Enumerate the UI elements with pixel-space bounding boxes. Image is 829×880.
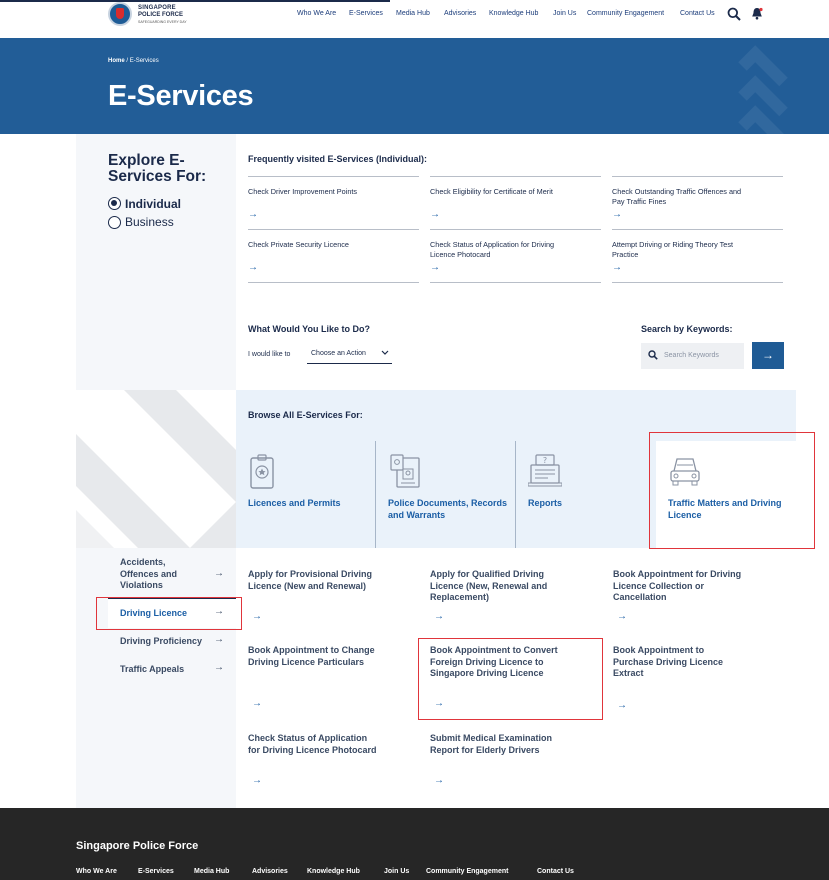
search-icon [648,350,658,360]
subnav-accidents[interactable]: Accidents, Offences and Violations [120,557,178,590]
subnav-traffic-appeals[interactable]: Traffic Appeals [120,664,185,674]
service-label: Check Status of Application for Driving Licence Photocard [248,733,377,755]
page-title: E-Services [108,80,254,112]
quick-link[interactable] [248,176,419,229]
breadcrumb-separator: / [126,58,129,64]
service-label: Submit Medical Examination Report for Elderly Drivers [430,733,553,755]
quick-link-label: Check Eligibility for Certificate of Merit [430,187,553,196]
arrow-right-icon: → [252,698,262,709]
quick-link[interactable] [430,176,601,229]
breadcrumb-current: E-Services [129,58,159,64]
nav-advisories[interactable]: Advisories [444,10,477,17]
service-label: Book Appointment to Purchase Driving Licence Extract [613,645,724,678]
highlight-box [649,432,815,549]
service-link[interactable] [248,733,378,786]
search-keywords-input[interactable] [641,343,744,369]
subnav-driving-proficiency[interactable]: Driving Proficiency [120,636,203,646]
quick-link-label: Check Status of Application for Driving Licence Photocard [430,240,555,259]
breadcrumb [108,58,159,64]
service-link[interactable] [248,569,378,622]
quick-link-label: Attempt Driving or Riding Theory Test Practice [612,240,733,259]
chevron-down-icon [381,350,389,356]
arrow-right-icon: → [248,209,258,220]
radio-business[interactable] [108,216,121,229]
arrow-right-icon: → [434,775,444,786]
explore-title: Explore E-Services For: [108,152,207,185]
action-title: What Would You Like to Do? [248,324,370,334]
logo-tagline: SAFEGUARDING EVERY DAY [138,20,187,24]
category-reports[interactable] [516,441,656,548]
category-police-documents[interactable] [376,441,516,548]
category-label: Police Documents, Records and Warrants [388,498,508,520]
quick-link[interactable] [248,229,419,282]
radio-individual[interactable] [108,197,121,210]
service-label: Book Appointment to Convert Foreign Driving Licence to Singapore Driving Licence [430,645,558,678]
logo-line-2: POLICE FORCE [138,12,184,18]
frequent-services-title: Frequently visited E-Services (Individual): [248,154,428,164]
action-select-value: Choose an Action [311,350,366,357]
nav-community-engagement[interactable]: Community Engagement [587,10,665,17]
divider [612,282,783,283]
search-submit-button[interactable]: → [752,342,784,369]
hero-banner [0,38,829,134]
header-top-rule [0,0,390,2]
decorative-chevrons [76,390,236,548]
arrow-right-icon: → [617,611,627,622]
footer-link-advisories[interactable]: Advisories [252,868,288,875]
chevron-decoration-icon [76,390,236,548]
subnav-driving-licence[interactable]: Driving Licence [120,608,188,618]
action-select[interactable] [307,345,392,364]
footer-link-who-we-are[interactable]: Who We Are [76,868,117,875]
service-label: Apply for Provisional Driving Licence (New and Renewal) [248,569,373,591]
arrow-right-icon: → [434,698,444,709]
arrow-right-icon: → [252,775,262,786]
quick-link-label: Check Driver Improvement Points [248,187,358,196]
quick-link[interactable] [612,229,783,282]
radio-individual-label[interactable]: Individual [125,197,182,211]
footer-link-knowledge-hub[interactable]: Knowledge Hub [307,868,360,875]
service-link[interactable] [248,645,378,709]
report-computer-icon [528,453,562,489]
category-licences-permits[interactable] [236,441,376,548]
arrow-right-icon: → [214,634,224,645]
service-label: Book Appointment to Change Driving Licence Particulars [248,645,375,667]
nav-e-services[interactable]: E-Services [349,10,383,17]
footer-link-join-us[interactable]: Join Us [384,868,410,875]
keywords-title: Search by Keywords: [641,324,733,334]
action-prefix: I would like to [248,351,291,358]
category-label: Reports [528,498,563,508]
service-link[interactable] [430,569,570,622]
arrow-right-icon: → [434,611,444,622]
highlight-box [96,597,242,630]
quick-link-label: Check Private Security Licence [248,240,349,249]
service-label: Book Appointment for Driving Licence Collection or Cancellation [613,569,742,602]
licence-badge-icon [248,453,282,489]
search-icon[interactable] [727,7,741,21]
footer-title: Singapore Police Force [76,840,199,852]
search-keywords-placeholder: Search Keywords [664,352,719,359]
notification-bell-icon[interactable] [751,7,763,20]
nav-join-us[interactable]: Join Us [553,10,577,17]
radio-business-label[interactable]: Business [125,215,174,229]
nav-who-we-are[interactable]: Who We Are [297,10,337,17]
nav-contact-us[interactable]: Contact Us [680,10,715,17]
svg-text:?: ? [542,456,548,465]
police-crest-icon [108,2,132,26]
highlight-box [418,638,603,720]
arrow-right-icon: → [430,209,440,220]
service-label: Apply for Qualified Driving Licence (New, Renewal and Replacement) [430,569,548,602]
browse-title: Browse All E-Services For: [248,410,363,420]
footer-link-contact-us[interactable]: Contact Us [537,868,574,875]
nav-media-hub[interactable]: Media Hub [396,10,430,17]
arrow-right-icon: → [612,262,622,273]
site-header [0,0,829,38]
footer-link-e-services[interactable]: E-Services [138,868,174,875]
arrow-right-icon: → [617,700,627,711]
arrow-right-icon: → [248,262,258,273]
quick-link[interactable] [612,176,783,229]
category-label: Licences and Permits [248,498,341,508]
police-document-icon [388,453,422,489]
arrow-right-icon: → [214,606,224,617]
divider [248,282,419,283]
arrow-right-icon: → [252,611,262,622]
footer-link-community-engagement[interactable]: Community Engagement [426,868,509,875]
quick-link-label: Check Outstanding Traffic Offences and Pay Traffic Fines [612,187,742,206]
breadcrumb-home[interactable]: Home [108,58,125,64]
arrow-right-icon: → [430,262,440,273]
spf-logo[interactable] [108,2,188,28]
arrow-right-icon: → [214,662,224,673]
nav-knowledge-hub[interactable]: Knowledge Hub [489,10,539,17]
service-link[interactable] [613,645,743,711]
footer-link-media-hub[interactable]: Media Hub [194,868,230,875]
arrow-right-icon: → [214,568,224,579]
logo-line-1: SINGAPORE [138,5,176,11]
quick-link[interactable] [430,229,601,282]
service-link[interactable] [613,569,753,622]
service-link[interactable] [430,733,560,786]
divider [430,282,601,283]
category-label: Traffic Matters and Driving Licence [668,498,782,520]
arrow-right-icon: → [612,209,622,220]
